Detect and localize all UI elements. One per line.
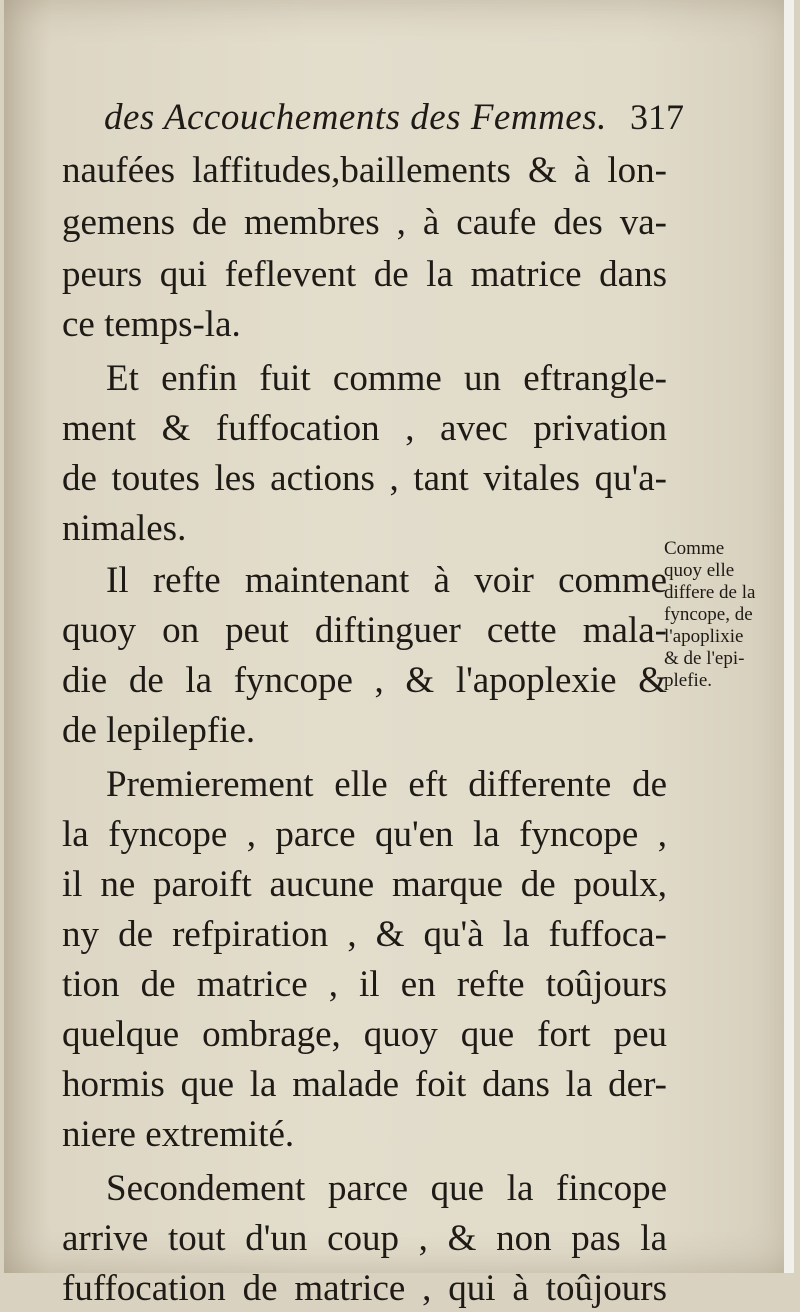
- text-line: peurs qui feflevent de la matrice dans: [62, 254, 667, 295]
- text-line: niere extremité.: [62, 1114, 295, 1155]
- margin-note-line: & de l'epi-: [664, 648, 745, 669]
- page-header: [104, 96, 684, 146]
- text-line: tion de matrice , il en refte toûjours: [62, 964, 667, 1005]
- text-line: la fyncope , parce qu'en la fyncope ,: [62, 814, 667, 855]
- text-line: Secondement parce que la fincope: [106, 1168, 667, 1209]
- margin-note-line: quoy elle: [664, 560, 735, 581]
- text-line: naufées laffitudes,baillements & à lon-: [62, 150, 667, 191]
- text-line: ny de refpiration , & qu'à la fuffoca-: [62, 914, 667, 955]
- text-line: gemens de membres , à caufe des va-: [62, 202, 667, 243]
- text-line: die de la fyncope , & l'apoplexie &: [62, 660, 667, 701]
- margin-note-line: Comme: [664, 538, 725, 559]
- margin-note-line: l'apoplixie: [664, 626, 744, 647]
- margin-note-line: differe de la: [664, 582, 756, 603]
- book-page: [4, 0, 794, 1309]
- running-title: des Accouchements des Femmes.: [104, 97, 607, 138]
- text-line: de lepilepfie.: [62, 710, 256, 751]
- text-line: Et enfin fuit comme un eftrangle-: [106, 358, 667, 399]
- margin-note: [664, 538, 794, 692]
- text-line: quelque ombrage, quoy que fort peu: [62, 1014, 667, 1055]
- text-line: il ne paroift aucune marque de poulx,: [62, 864, 667, 905]
- text-line: de toutes les actions , tant vitales qu'a-: [62, 458, 667, 499]
- text-line: ce temps-la.: [62, 304, 241, 345]
- page-number: 317: [630, 97, 684, 137]
- margin-note-line: fyncope, de: [664, 604, 753, 625]
- text-line: ment & fuffocation , avec privation: [62, 408, 667, 449]
- margin-note-line: plefie.: [664, 670, 713, 691]
- text-line: hormis que la malade foit dans la der-: [62, 1064, 667, 1105]
- text-line: quoy on peut diftinguer cette mala-: [62, 610, 667, 651]
- text-line: nimales.: [62, 508, 187, 549]
- text-line: Il refte maintenant à voir comme: [106, 560, 667, 601]
- text-line: fuffocation de matrice , qui à toûjours: [62, 1268, 667, 1309]
- text-line: Premierement elle eft differente de: [106, 764, 667, 805]
- text-line: arrive tout d'un coup , & non pas la: [62, 1218, 667, 1259]
